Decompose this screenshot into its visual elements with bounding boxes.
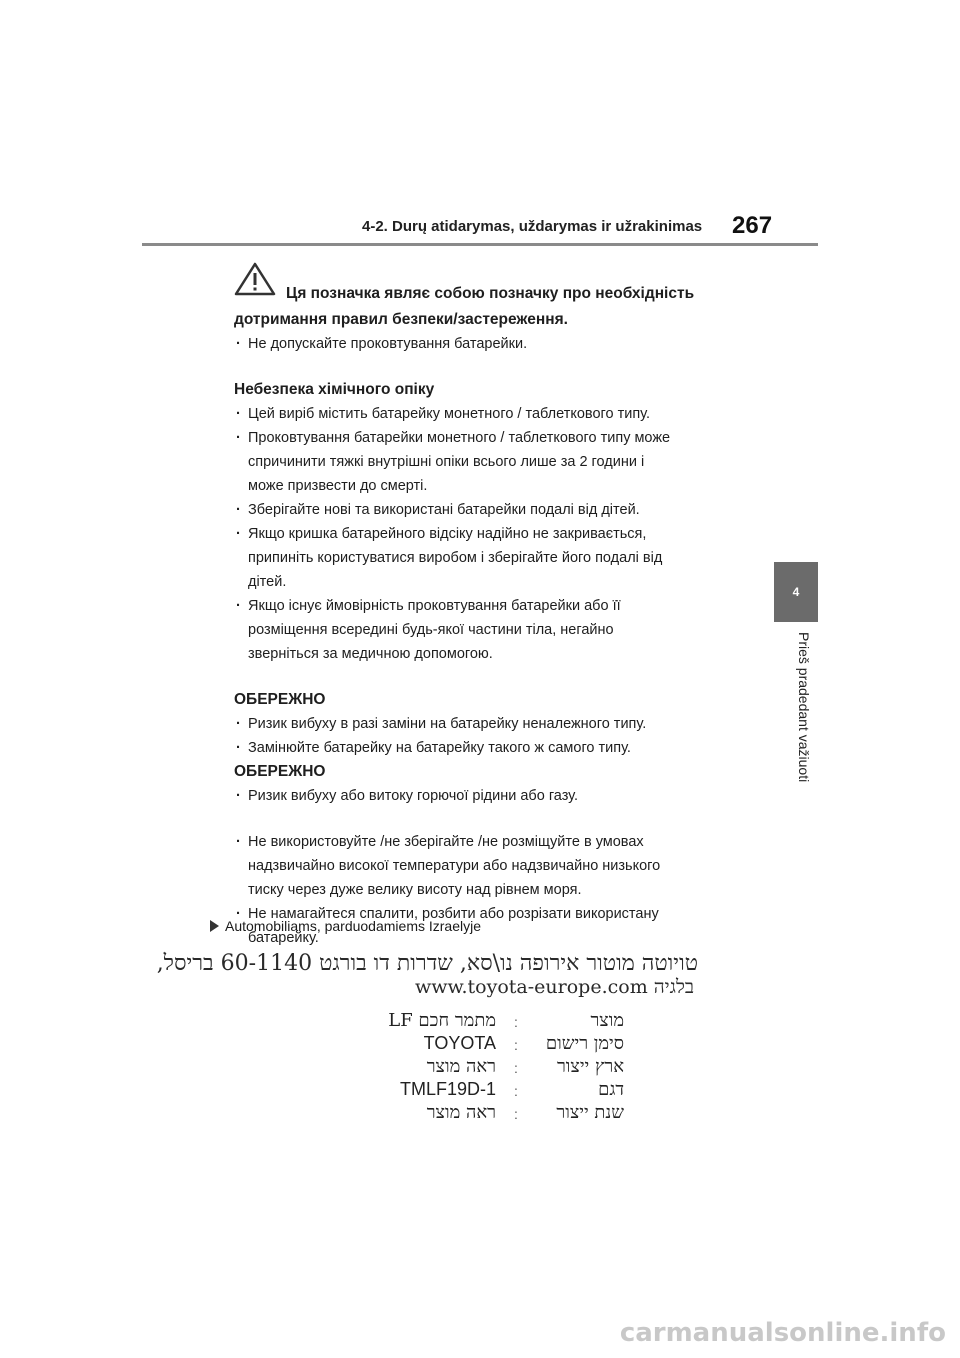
- label-value: מתמר חכם LF: [388, 1010, 496, 1031]
- label-key: ארץ ייצור: [556, 1056, 624, 1077]
- page-number: 267: [732, 212, 773, 239]
- chemical-burn-heading: Небезпека хімічного опіку: [234, 381, 435, 398]
- caution2-bullet-2-cont2: тиску через дуже велику висоту над рівнем моря.: [248, 882, 582, 898]
- chemical-bullet-2-cont: спричинити тяжкі внутрішні опіки всього лише за 2 години і: [248, 454, 645, 470]
- label-separator: :: [514, 1083, 518, 1099]
- israel-section-label: [210, 918, 481, 934]
- chemical-bullet-2: · Проковтування батарейки монетного / таблеткового типу може: [234, 426, 734, 450]
- chemical-bullet-4-cont: припиніть користуватися виробом і зберігайте його подалі від: [248, 550, 663, 566]
- chemical-bullet-3: · Зберігайте нові та використані батарейки подалі від дітей.: [234, 498, 734, 522]
- caution1-bullet-2: · Замінюйте батарейку на батарейку такого ж самого типу.: [234, 736, 734, 760]
- triangle-bullet-icon: [210, 920, 219, 932]
- chemical-bullet-5-cont2: зверніться за медичною допомогою.: [248, 646, 493, 662]
- header-section-title: 4-2. Durų atidarymas, uždarymas ir užrakinimas: [362, 218, 703, 235]
- hebrew-address-line1: טויוטה מוטור אירופה נו\סא, שדרות דו בורגט 60-1140 בריסל,: [156, 951, 698, 976]
- side-tab-number: 4: [792, 585, 800, 599]
- content: [234, 262, 734, 950]
- label-row-year: [384, 1102, 628, 1125]
- caution2-bullet-3-cont: батарейку.: [248, 930, 319, 946]
- israel-label-text: Automobiliams, parduodamiems Izraelyje: [225, 918, 481, 934]
- label-value: TMLF19D-1: [399, 1079, 496, 1099]
- label-value: ראה מוצר: [426, 1056, 496, 1077]
- warning-title-line2: дотримання правил безпеки/застереження.: [234, 311, 568, 328]
- label-row-model: [384, 1079, 628, 1102]
- hebrew-address-line2: בלגיה www.toyota-europe.com: [414, 976, 694, 998]
- label-value: TOYOTA: [423, 1033, 496, 1053]
- hebrew-label-table: [384, 1010, 628, 1125]
- chemical-bullet-5: · Якщо існує ймовірність проковтування батарейки або її: [234, 594, 734, 618]
- chemical-bullet-5-cont: розміщення всередині будь-якої частини тіла, негайно: [248, 622, 614, 638]
- label-row-brand: [384, 1033, 628, 1056]
- warning-heading: [234, 262, 734, 306]
- chemical-bullet-4-cont2: дітей.: [248, 574, 287, 590]
- side-tab-label: Prieš pradedant važiuoti: [796, 632, 812, 783]
- caution2-bullet-3: · Не намагайтеся спалити, розбити або розрізати використану: [234, 902, 734, 926]
- side-tab: [774, 562, 818, 622]
- warning-triangle-icon: [234, 262, 276, 296]
- warning-bullet: · Не допускайте проковтування батарейки.: [234, 332, 734, 356]
- label-key: שנת ייצור: [556, 1102, 624, 1123]
- label-separator: :: [514, 1060, 518, 1076]
- label-row-product: [384, 1010, 628, 1033]
- caution2-bullet-2: · Не використовуйте /не зберігайте /не розміщуйте в умовах: [234, 830, 734, 854]
- chemical-bullet-1: · Цей виріб містить батарейку монетного / таблеткового типу.: [234, 402, 734, 426]
- chemical-bullet-4: · Якщо кришка батарейного відсіку надійно не закривається,: [234, 522, 734, 546]
- label-row-country: [384, 1056, 628, 1079]
- warning-title-line1: Ця позначка являє собою позначку про необхідність: [286, 285, 695, 302]
- label-separator: :: [514, 1106, 518, 1122]
- label-key: דגם: [598, 1079, 624, 1100]
- caution-heading-1: ОБЕРЕЖНО: [234, 691, 326, 708]
- label-key: סימן רישום: [545, 1033, 624, 1054]
- label-value: ראה מוצר: [426, 1102, 496, 1123]
- label-separator: :: [514, 1037, 518, 1053]
- watermark: carmanualsonline.info: [619, 1318, 946, 1348]
- label-key: מוצר: [590, 1010, 624, 1031]
- chemical-bullet-2-cont2: може призвести до смерті.: [248, 478, 428, 494]
- caution-heading-2: ОБЕРЕЖНО: [234, 763, 326, 780]
- caution1-bullet-1: · Ризик вибуху в разі заміни на батарейку неналежного типу.: [234, 712, 734, 736]
- header-rule: [142, 243, 818, 246]
- label-separator: :: [514, 1014, 518, 1030]
- caution2-bullet-1: · Ризик вибуху або витоку горючої рідини або газу.: [234, 784, 734, 808]
- caution2-bullet-2-cont: надзвичайно високої температури або надзвичайно низького: [248, 858, 661, 874]
